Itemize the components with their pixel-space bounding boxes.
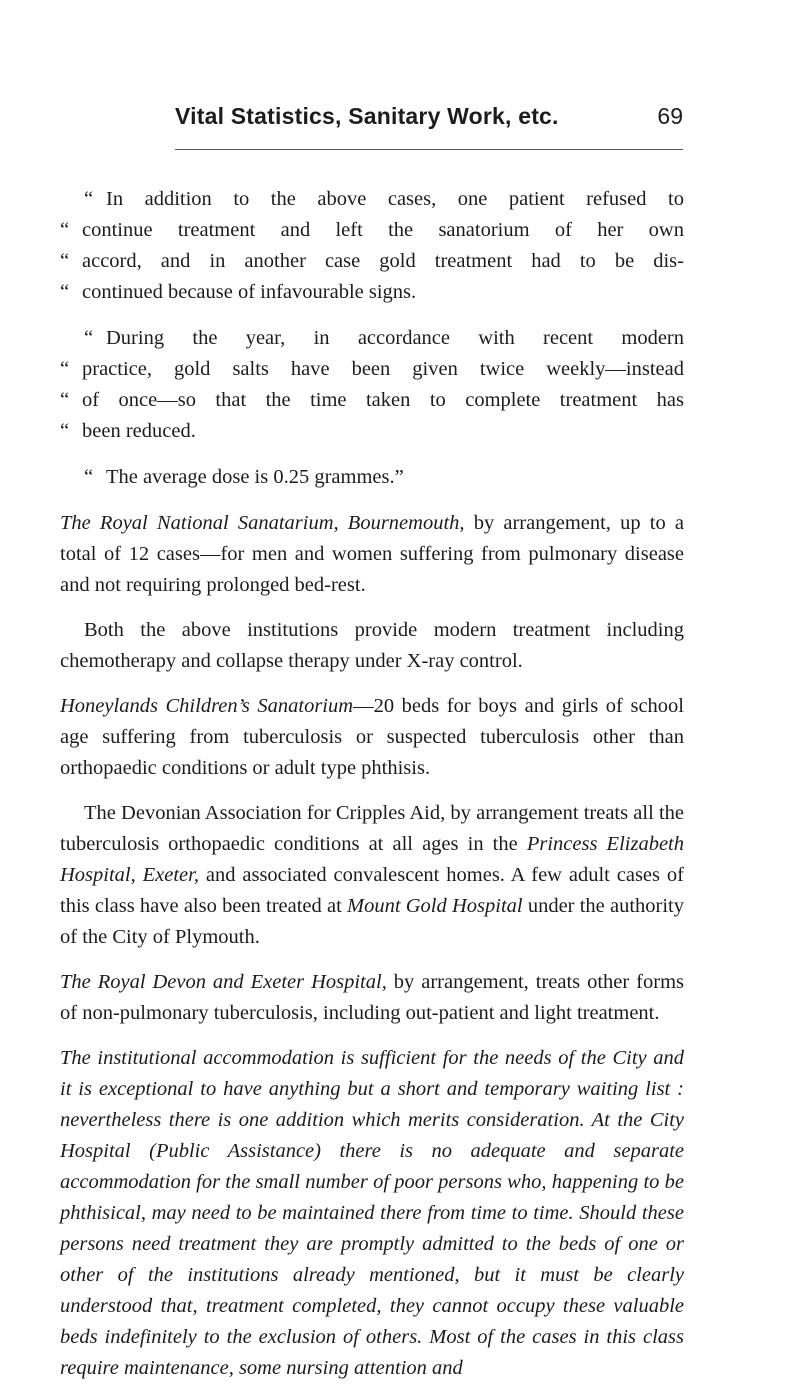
running-head <box>175 103 683 143</box>
quote-line <box>60 246 684 277</box>
quote-line <box>60 184 684 215</box>
institution-name: Mount Gold Hospital <box>347 895 523 917</box>
quote-line-text: During the year, in accordance with recent modern <box>106 327 684 349</box>
quote-line <box>60 385 684 416</box>
paragraph-text: by arrangement, treats other forms of non-pulmonary tuberculosis, including out-patient and light treatment. <box>60 971 684 1024</box>
quote-line-text: In addition to the above cases, one patient refused to <box>106 188 684 210</box>
paragraph-honeylands <box>60 691 684 784</box>
running-head-title: Vital Statistics, Sanitary Work, etc. <box>175 103 559 129</box>
quote-block-3 <box>60 462 684 493</box>
page-number: 69 <box>657 103 683 129</box>
quote-mark: “ <box>60 420 70 442</box>
quote-line <box>60 215 684 246</box>
quote-line-text: been reduced. <box>82 420 196 442</box>
quote-mark: “ <box>60 219 70 241</box>
paragraph-institutional-accommodation: The institutional accommodation is sufficient for the needs of the City and it is exceptional to have anything but a short and temporary waiting list : nevertheless there is one addition which merits consideration. At the City Hospital (Public Assistance) there is no adequate and separate accommodation for the small number of poor persons who, happening to be phthisical, may need to be maintained there from time to time. Should these persons need treatment they are promptly admitted to the beds of one or other of the institutions already mentioned, but it must be clearly understood that, treatment completed, they cannot occupy these valuable beds indefinitely to the exclusion of others. Most of the cases in this class require maintenance, some nursing attention and <box>60 1047 684 1379</box>
paragraph-text: —20 beds for boys and girls of school age suffering from tuberculosis or suspected tuberculosis other than orthopaedic conditions or adult type phthisis. <box>60 695 684 779</box>
quote-mark: “ <box>60 358 70 380</box>
quote-line-text: continue treatment and left the sanatorium of her own <box>82 219 684 241</box>
paragraph-royal-devon <box>60 967 684 1029</box>
paragraph-text: The Devonian Association for Cripples Aid, by arrangement treats all the tuberculosis orthopaedic conditions at all ages in the <box>60 802 684 855</box>
paragraph-royal-national <box>60 508 684 601</box>
institution-name: The Royal Devon and Exeter Hospital, <box>60 971 387 993</box>
quote-line-text: practice, gold salts have been given twice weekly—instead <box>82 358 684 380</box>
quote-line-text: continued because of infavourable signs. <box>82 281 417 303</box>
institution-name: The Royal National Sanatarium, Bournemouth, <box>60 512 465 534</box>
quote-mark: “ <box>60 281 70 303</box>
paragraph-devonian <box>60 798 684 953</box>
quote-block-2 <box>60 323 684 447</box>
paragraph-text: and associated convalescent homes. A few adult cases of this class have also been treated at <box>60 864 684 917</box>
quote-line-text: of once—so that the time taken to complete treatment has <box>82 389 684 411</box>
paragraph-text: by arrangement, up to a total of 12 cases—for men and women suffering from pulmonary disease and not requiring prolonged bed-rest. <box>60 512 684 596</box>
quote-line-text: The average dose is 0.25 grammes.” <box>106 466 404 488</box>
quote-line <box>60 323 684 354</box>
quote-line <box>60 354 684 385</box>
paragraph-text: under the authority of the City of Plymouth. <box>60 895 684 948</box>
institution-name: Princess Elizabeth Hospital, Exeter, <box>60 833 684 886</box>
quote-mark: “ <box>84 188 94 210</box>
quote-block-1 <box>60 184 684 308</box>
quote-mark: “ <box>60 250 70 272</box>
body-text <box>60 184 684 1384</box>
paragraph-both-institutions: Both the above institutions provide modern treatment including chemotherapy and collapse therapy under X-ray control. <box>60 619 684 672</box>
header-rule <box>175 149 683 150</box>
quote-line-text: accord, and in another case gold treatment had to be dis- <box>82 250 684 272</box>
quote-line <box>60 277 684 308</box>
quote-mark: “ <box>84 327 94 349</box>
quote-line <box>60 416 684 447</box>
quote-mark: “ <box>60 389 70 411</box>
institution-name: Honeylands Children’s Sanatorium <box>60 695 354 717</box>
quote-mark: “ <box>84 466 94 488</box>
